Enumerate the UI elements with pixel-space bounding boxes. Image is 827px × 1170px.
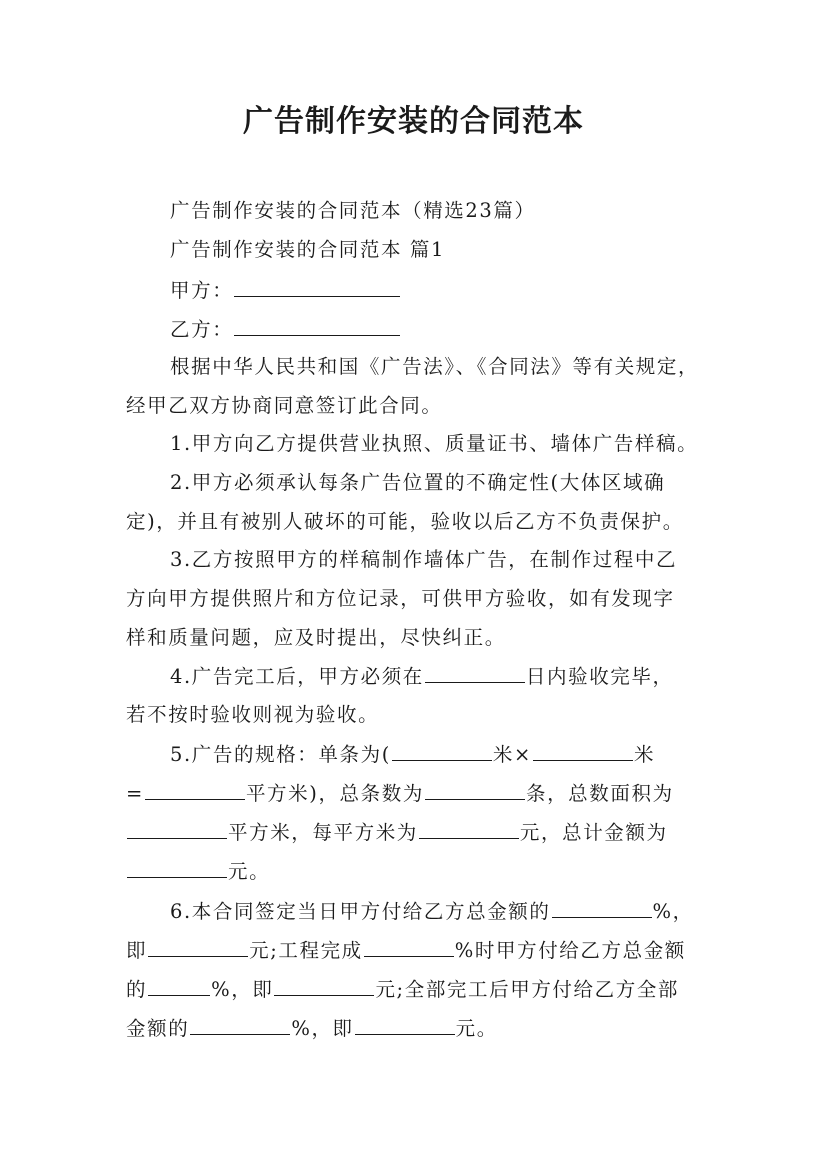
page-title: 广告制作安装的合同范本 (243, 104, 584, 139)
clause-5-line-3 (126, 818, 668, 847)
clause-6-line-2 (126, 936, 686, 965)
contract-subtitle: 广告制作安装的合同范本（精选23篇） (170, 199, 536, 222)
clause-3-line-1: 3.乙方按照甲方的样稿制作墙体广告，在制作过程中乙 (170, 548, 678, 571)
clause-4-text-a: 4.广告完工后，甲方必须在 (170, 665, 424, 688)
second-payment-percent-blank (148, 975, 210, 996)
progress-percent-blank (364, 936, 454, 957)
clause-6-text-a: 6.本合同签定当日甲方付给乙方总金额的 (170, 900, 551, 923)
inspection-days-blank (425, 662, 525, 683)
clause-5-text-a: 5.广告的规格：单条为( (170, 743, 391, 766)
clause-3-line-2: 方向甲方提供照片和方位记录，可供甲方验收，如有发现字 (126, 587, 675, 610)
first-payment-percent-blank (552, 897, 652, 918)
total-area-blank (127, 818, 227, 839)
clause-1-line-1: 1.甲方向乙方提供营业执照、质量证书、墙体广告样稿。 (170, 432, 699, 455)
party-a-label: 甲方： (170, 279, 234, 302)
clause-5-line-4 (126, 857, 270, 886)
clause-5-text-c: 米 (633, 743, 656, 766)
clause-5-text-i: 元。 (228, 860, 271, 883)
party-b-label: 乙方： (170, 318, 234, 341)
clause-6-text-k: 元。 (455, 1017, 498, 1040)
second-payment-amount-blank (274, 975, 374, 996)
party-a-blank (234, 276, 400, 297)
clause-6-line-1 (170, 897, 694, 926)
clause-5-text-b: 米× (492, 743, 532, 766)
total-count-blank (425, 779, 525, 800)
clause-6-line-3 (126, 975, 679, 1004)
clause-5-text-g: 平方米，每平方米为 (228, 821, 418, 844)
party-b-line (170, 315, 401, 344)
clause-4-text-b: 日内验收完毕， (525, 665, 674, 688)
clause-4-line-2: 若不按时验收则视为验收。 (126, 703, 380, 726)
clause-6-text-h: 元;全部完工后甲方付给乙方全部 (375, 978, 680, 1001)
clause-6-text-f: 的 (126, 978, 148, 1001)
intro-line-2: 经甲乙双方协商同意签订此合同。 (126, 394, 443, 417)
clause-5-text-e: 平方米)，总条数为 (245, 782, 424, 805)
party-b-blank (234, 315, 400, 336)
clause-2-line-1: 2.甲方必须承认每条广告位置的不确定性(大体区域确 (170, 471, 666, 494)
intro-line-1: 根据中华人民共和国《广告法》、《合同法》等有关规定， (170, 355, 700, 378)
clause-5-line-1 (170, 740, 655, 769)
clause-6-text-j: %，即 (291, 1017, 354, 1040)
clause-3-line-3: 样和质量问题，应及时提出，尽快纠正。 (126, 626, 506, 649)
clause-4-line-1 (170, 662, 674, 691)
first-payment-amount-blank (148, 936, 248, 957)
clause-6-text-g: %，即 (211, 978, 274, 1001)
width-blank (533, 740, 633, 761)
clause-5-text-f: 条，总数面积为 (525, 782, 674, 805)
clause-5-text-h: 元，总计金额为 (519, 821, 668, 844)
clause-6-text-e: %时甲方付给乙方总金额 (454, 939, 686, 962)
clause-6-text-c: 即 (126, 939, 148, 962)
final-payment-amount-blank (355, 1014, 455, 1035)
clause-5-line-2 (126, 779, 674, 808)
party-a-line (170, 276, 401, 305)
clause-6-text-d: 元;工程完成 (249, 939, 363, 962)
unit-area-blank (145, 779, 245, 800)
total-amount-blank (127, 857, 227, 878)
length-blank (392, 740, 492, 761)
final-payment-percent-blank (190, 1014, 290, 1035)
clause-6-text-i: 金额的 (126, 1017, 190, 1040)
clause-5-text-d: = (126, 782, 144, 805)
clause-6-text-b: %， (652, 900, 694, 923)
clause-2-line-2: 定)，并且有被别人破坏的可能，验收以后乙方不负责保护。 (126, 510, 684, 533)
price-per-sqm-blank (419, 818, 519, 839)
section-heading: 广告制作安装的合同范本 篇1 (170, 238, 446, 261)
clause-6-line-4 (126, 1014, 498, 1043)
